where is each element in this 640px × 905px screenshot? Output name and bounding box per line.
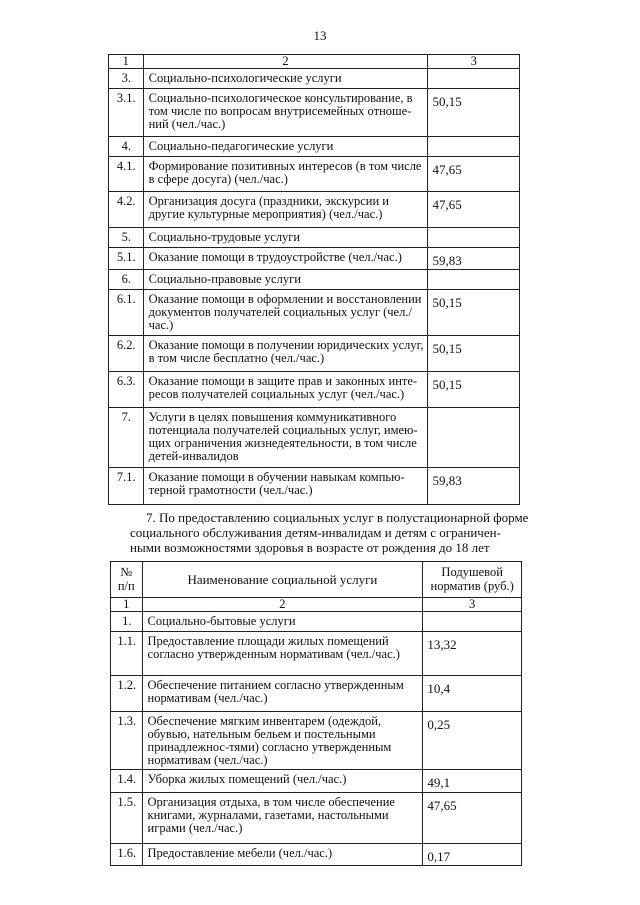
header-norm: Подушевой норматив (руб.) [423, 562, 522, 598]
table-row [109, 270, 520, 290]
service-name: Социально-правовые услуги [143, 270, 428, 290]
service-name: Предоставление площади жилых помещений согласно утвержденным нормативам (чел./час.) [142, 631, 423, 675]
service-name: Организация отдыха, в том числе обеспечение книгами, журналами, газетами, настольными играми (чел./час.) [142, 792, 423, 843]
row-number: 6.2. [109, 335, 144, 371]
norm-value: 10,4 [423, 675, 522, 711]
column-index-row [109, 55, 520, 69]
norm-value: 50,15 [428, 290, 520, 335]
row-number: 1.6. [111, 843, 143, 866]
service-name: Социально-трудовые услуги [143, 227, 428, 247]
norm-value: 50,15 [428, 371, 520, 407]
service-name: Предоставление мебели (чел./час.) [142, 843, 423, 866]
norm-value [423, 611, 522, 631]
row-number: 1.1. [111, 631, 143, 675]
column-index-2: 2 [143, 55, 428, 69]
norm-value [428, 407, 520, 467]
row-number: 6. [109, 270, 144, 290]
table-row [109, 136, 520, 156]
service-name: Социально-психологические услуги [143, 68, 428, 88]
section-7-line-1: 7. По предоставлению социальных услуг в полустационарной форме [146, 510, 529, 525]
row-number: 1.4. [111, 770, 143, 793]
norm-value: 50,15 [428, 335, 520, 371]
row-number: 7.1. [109, 467, 144, 504]
section-7-line-3: ными возможностями здоровья в возрасте от рождения до 18 лет [130, 539, 490, 555]
norm-value [428, 270, 520, 290]
service-name: Оказание помощи в трудоустройстве (чел./час.) [143, 247, 428, 270]
day-care-services-table [110, 561, 522, 866]
norm-value: 47,65 [428, 156, 520, 191]
row-number: 4.2. [109, 191, 144, 227]
table-row [109, 88, 520, 136]
column-index-3: 3 [423, 598, 522, 612]
row-number: 3.1. [109, 88, 144, 136]
table-row [111, 843, 522, 866]
row-number: 4. [109, 136, 144, 156]
table-row [111, 792, 522, 843]
row-number: 1.3. [111, 711, 143, 770]
row-number: 7. [109, 407, 144, 467]
table-row [109, 335, 520, 371]
norm-value [428, 227, 520, 247]
column-index-row [111, 598, 522, 612]
norm-value: 49,1 [423, 770, 522, 793]
service-name: Оказание помощи в обучении навыкам компью-терной грамотности (чел./час.) [143, 467, 428, 504]
section-7-heading [128, 511, 598, 556]
norm-value: 59,83 [428, 467, 520, 504]
row-number: 3. [109, 68, 144, 88]
service-name: Услуги в целях повышения коммуникативного потенциала получателей социальных услуг, имею-щих ограничения жизнедеятельности, в том числе детей-инвалидов [143, 407, 428, 467]
row-number: 6.3. [109, 371, 144, 407]
row-number: 1. [111, 611, 143, 631]
row-number: 1.2. [111, 675, 143, 711]
table-row [111, 711, 522, 770]
service-name: Оказание помощи в защите прав и законных инте-ресов получателей социальных услуг (чел./час.) [143, 371, 428, 407]
service-name: Формирование позитивных интересов (в том числе в сфере досуга) (чел./час.) [143, 156, 428, 191]
norm-value: 0,17 [423, 843, 522, 866]
table-row [111, 675, 522, 711]
column-index-1: 1 [111, 598, 143, 612]
row-number: 4.1. [109, 156, 144, 191]
table-row [109, 191, 520, 227]
service-name: Оказание помощи в получении юридических услуг, в том числе бесплатно (чел./час.) [143, 335, 428, 371]
row-number: 5.1. [109, 247, 144, 270]
table-row [109, 247, 520, 270]
row-number: 1.5. [111, 792, 143, 843]
services-table-continued [108, 54, 520, 505]
column-index-2: 2 [142, 598, 423, 612]
service-name: Социально-педагогические услуги [143, 136, 428, 156]
column-index-3: 3 [428, 55, 520, 69]
service-name: Уборка жилых помещений (чел./час.) [142, 770, 423, 793]
header-service-name: Наименование социальной услуги [142, 562, 423, 598]
header-number: № п/п [111, 562, 143, 598]
row-number: 6.1. [109, 290, 144, 335]
norm-value: 47,65 [428, 191, 520, 227]
norm-value [428, 68, 520, 88]
section-7-line-2: социального обслуживания детям-инвалидам и детям с ограничен- [130, 524, 501, 540]
table-row [111, 611, 522, 631]
service-name: Обеспечение мягким инвентарем (одеждой, обувью, нательным бельем и постельными принадлежнос-тями) согласно утвержденным нормативам (чел./час.) [142, 711, 423, 770]
table-row [109, 407, 520, 467]
service-name: Социально-бытовые услуги [142, 611, 423, 631]
page-number: 13 [313, 28, 327, 43]
table-row [109, 227, 520, 247]
norm-value: 59,83 [428, 247, 520, 270]
norm-value: 0,25 [423, 711, 522, 770]
service-name: Оказание помощи в оформлении и восстановлении документов получателей социальных услуг (чел./час.) [143, 290, 428, 335]
service-name: Организация досуга (праздники, экскурсии и другие культурные мероприятия) (чел./час.) [143, 191, 428, 227]
table-row [111, 631, 522, 675]
table-row [111, 770, 522, 793]
norm-value: 50,15 [428, 88, 520, 136]
norm-value: 13,32 [423, 631, 522, 675]
service-name: Социально-психологическое консультирование, в том числе по вопросам внутрисемейных отноше-ний (чел./час.) [143, 88, 428, 136]
norm-value: 47,65 [423, 792, 522, 843]
row-number: 5. [109, 227, 144, 247]
table-header-row [111, 562, 522, 598]
column-index-1: 1 [109, 55, 144, 69]
table-row [109, 371, 520, 407]
table-row [109, 156, 520, 191]
service-name: Обеспечение питанием согласно утвержденным нормативам (чел./час.) [142, 675, 423, 711]
norm-value [428, 136, 520, 156]
table-row [109, 68, 520, 88]
table-row [109, 467, 520, 504]
table-row [109, 290, 520, 335]
